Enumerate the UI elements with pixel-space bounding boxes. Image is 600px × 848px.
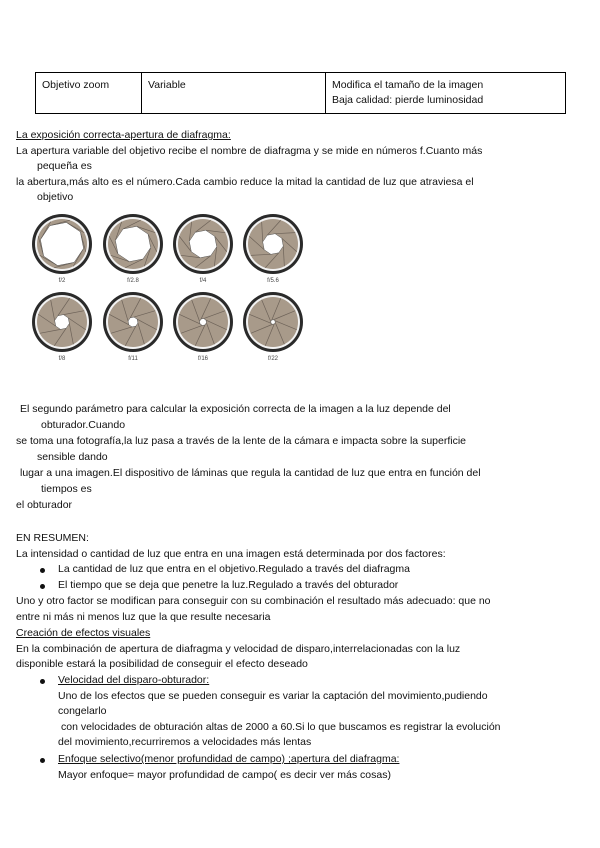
aperture-label: f/11	[128, 356, 138, 362]
paragraph-line: La intensidad o cantidad de luz que entra en una imagen está determinada por dos factores:	[16, 547, 446, 560]
table-cell: Objetivo zoom	[36, 73, 142, 114]
shutter-section	[16, 434, 586, 465]
list-item-text: Uno de los efectos que se pueden conseguir es variar la captación del movimiento,pudiendo	[58, 689, 488, 702]
aperture-f-11-icon	[101, 290, 165, 354]
table-cell: Variable	[142, 73, 326, 114]
section-heading: EN RESUMEN:	[16, 532, 89, 544]
paragraph-line: obturador.Cuando	[41, 418, 126, 431]
list-item	[40, 752, 580, 783]
aperture-f-16-icon	[171, 290, 235, 354]
list-item-text: El tiempo que se deja que penetre la luz.Regulado a través del obturador	[58, 579, 399, 591]
list-item	[40, 673, 580, 751]
paragraph-line: En la combinación de apertura de diafragma y velocidad de disparo,interrelacionadas con la luz	[16, 642, 461, 655]
aperture-label: f/4	[199, 278, 207, 284]
list-item	[40, 578, 580, 594]
list-item-text: congelarlo	[58, 705, 107, 717]
aperture-f-8-icon	[30, 290, 94, 354]
bullet-icon	[40, 568, 45, 573]
aperture-label: f/2.8	[127, 278, 139, 284]
table-row	[36, 73, 566, 114]
list-item-title: Enfoque selectivo(menor profundidad de campo) ;apertura del diafragma:	[58, 753, 400, 765]
paragraph-line: lugar a una imagen.El dispositivo de láminas que regula la cantidad de luz que entra en función del	[20, 467, 481, 479]
shutter-section	[20, 466, 590, 497]
paragraph-line: Uno y otro factor se modifican para conseguir con su combinación el resultado más adecuado: que no	[16, 595, 491, 607]
list-item-text: Mayor enfoque= mayor profundidad de campo( es decir ver más cosas)	[58, 768, 391, 781]
paragraph-line: La apertura variable del objetivo recibe el nombre de diafragma y se mide en números f.Cuanto más	[16, 144, 483, 157]
aperture-f-4-icon	[171, 212, 235, 276]
list-item	[40, 562, 580, 578]
effects-section	[16, 626, 586, 673]
paragraph-line: disponible estará la posibilidad de conseguir el efecto deseado	[16, 658, 308, 670]
shutter-section	[16, 498, 586, 514]
section-heading: Creación de efectos visuales	[16, 627, 151, 639]
paragraph-line: pequeña es	[37, 160, 92, 172]
paragraph-line: tiempos es	[41, 482, 92, 495]
list-item-text: del movimiento,recurriremos a velocidades más lentas	[58, 736, 312, 748]
aperture-label: f/2	[58, 278, 66, 284]
paragraph-line: entre ni más ni menos luz que la que resulte necesaria	[16, 610, 271, 623]
table-cell-line: Modifica el tamaño de la imagen	[332, 79, 484, 91]
list-item-text: con velocidades de obturación altas de 2000 a 60.Si lo que buscamos es registrar la evolución	[61, 720, 501, 733]
aperture-label: f/16	[197, 356, 208, 362]
aperture-section	[16, 128, 586, 206]
bullet-icon	[40, 679, 45, 684]
paragraph-line: el obturador	[16, 499, 73, 511]
aperture-f-2-icon	[30, 212, 94, 276]
summary-section	[16, 531, 586, 562]
aperture-f-2-8-icon	[101, 212, 165, 276]
lens-type-table	[35, 72, 566, 114]
list-item-text: La cantidad de luz que entra en el objetivo.Regulado a través del diafragma	[58, 563, 410, 575]
section-heading: La exposición correcta-apertura de diafragma:	[16, 129, 231, 141]
paragraph-line: El segundo parámetro para calcular la exposición correcta de la imagen a la luz depende del	[20, 403, 451, 415]
aperture-label: f/5.6	[267, 278, 279, 284]
table-cell	[326, 73, 566, 114]
summary-section	[16, 594, 586, 625]
paragraph-line: la abertura,más alto es el número.Cada cambio reduce la mitad la cantidad de luz que atraviesa el	[16, 175, 474, 188]
aperture-label: f/22	[267, 356, 278, 362]
list-item-title: Velocidad del disparo-obturador:	[58, 674, 210, 686]
shutter-section	[20, 402, 590, 433]
aperture-f-22-icon	[241, 290, 305, 354]
aperture-f-5-6-icon	[241, 212, 305, 276]
paragraph-line: se toma una fotografía,la luz pasa a través de la lente de la cámara e impacta sobre la superficie	[16, 435, 467, 447]
paragraph-line: objetivo	[37, 191, 74, 203]
table-cell-line: Baja calidad: pierde luminosidad	[332, 94, 484, 106]
paragraph-line: sensible dando	[37, 450, 108, 463]
bullet-icon	[40, 584, 45, 589]
aperture-label: f/8	[58, 356, 66, 362]
bullet-icon	[40, 758, 45, 763]
